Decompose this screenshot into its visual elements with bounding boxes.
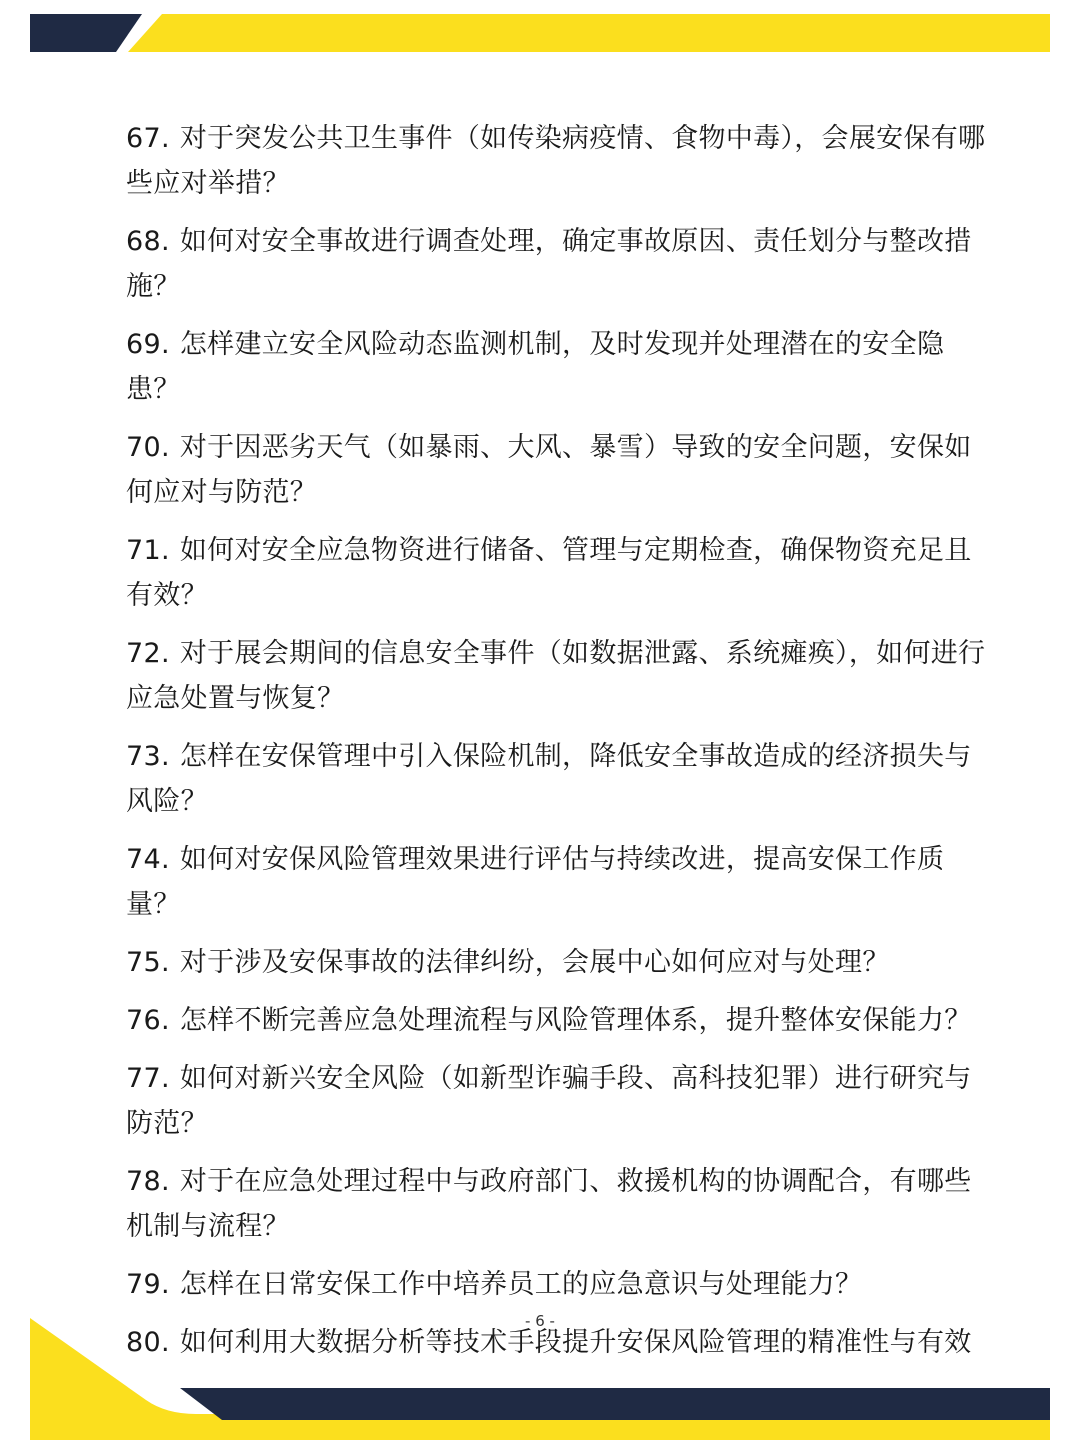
question-text: 如何对安全事故进行调查处理，确定事故原因、责任划分与整改措施？ — [126, 226, 972, 302]
question-text: 对于突发公共卫生事件（如传染病疫情、食物中毒），会展安保有哪些应对举措？ — [126, 123, 986, 199]
question-item — [126, 940, 992, 985]
question-text: 对于涉及安保事故的法律纠纷，会展中心如何应对与处理？ — [179, 947, 890, 978]
question-number: 74. — [126, 844, 170, 875]
question-text: 如何利用大数据分析等技术手段提升安保风险管理的精准性与有效 — [179, 1327, 972, 1358]
question-number: 71. — [126, 535, 170, 566]
question-number: 79. — [126, 1269, 170, 1300]
question-text: 对于展会期间的信息安全事件（如数据泄露、系统瘫痪），如何进行应急处置与恢复？ — [126, 638, 986, 714]
question-item — [126, 631, 992, 721]
question-text: 对于因恶劣天气（如暴雨、大风、暴雪）导致的安全问题，安保如何应对与防范？ — [126, 432, 972, 508]
question-item — [126, 528, 992, 618]
question-item — [126, 425, 992, 515]
bottom-decorative-band — [0, 1300, 1080, 1440]
question-number: 73. — [126, 741, 170, 772]
question-text: 怎样在安保管理中引入保险机制，降低安全事故造成的经济损失与风险？ — [126, 741, 972, 817]
question-list — [126, 116, 992, 1378]
question-text: 怎样在日常安保工作中培养员工的应急意识与处理能力？ — [179, 1269, 863, 1300]
question-number: 68. — [126, 226, 170, 257]
question-number: 72. — [126, 638, 170, 669]
question-item — [126, 116, 992, 206]
question-number: 69. — [126, 329, 170, 360]
question-text: 对于在应急处理过程中与政府部门、救援机构的协调配合，有哪些机制与流程？ — [126, 1166, 972, 1242]
question-text: 如何对安保风险管理效果进行评估与持续改进，提高安保工作质量？ — [126, 844, 945, 920]
bottom-yellow-shape — [30, 1318, 1050, 1440]
question-number: 78. — [126, 1166, 170, 1197]
question-number: 67. — [126, 123, 170, 154]
question-item — [126, 219, 992, 309]
question-item — [126, 322, 992, 412]
question-item — [126, 998, 992, 1043]
question-item — [126, 1056, 992, 1146]
top-yellow-shape — [128, 14, 1050, 52]
question-number: 80. — [126, 1327, 170, 1358]
top-decorative-band — [0, 0, 1080, 60]
page-number: - 6 - — [525, 1312, 555, 1330]
question-item — [126, 1159, 992, 1249]
bottom-navy-shape — [180, 1388, 1050, 1420]
question-text: 如何对新兴安全风险（如新型诈骗手段、高科技犯罪）进行研究与防范？ — [126, 1063, 972, 1139]
question-number: 77. — [126, 1063, 170, 1094]
top-navy-shape — [30, 14, 142, 52]
question-item — [126, 734, 992, 824]
question-number: 76. — [126, 1005, 170, 1036]
question-number: 75. — [126, 947, 170, 978]
question-number: 70. — [126, 432, 170, 463]
question-item — [126, 837, 992, 927]
question-text: 怎样不断完善应急处理流程与风险管理体系，提升整体安保能力？ — [179, 1005, 972, 1036]
question-text: 如何对安全应急物资进行储备、管理与定期检查，确保物资充足且有效？ — [126, 535, 972, 611]
question-text: 怎样建立安全风险动态监测机制，及时发现并处理潜在的安全隐患？ — [126, 329, 945, 405]
